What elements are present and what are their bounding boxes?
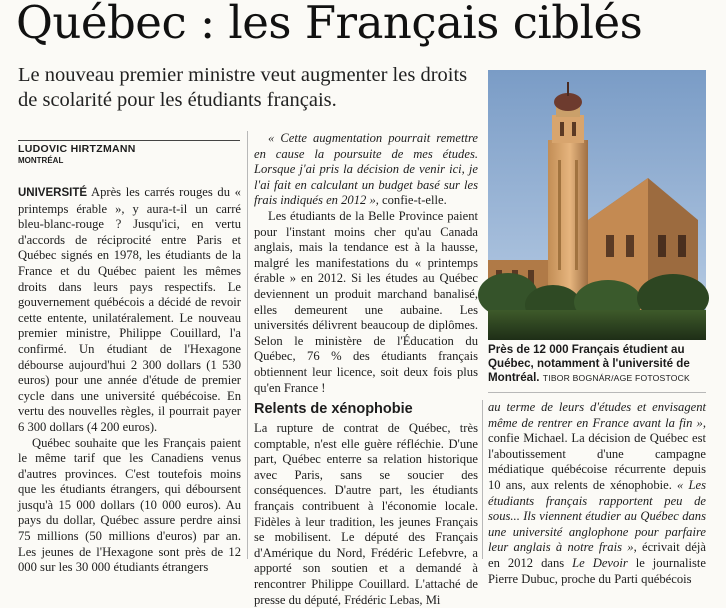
quote: « Les étudiants français rapportent peu de sous... Ils viennent étudier au Québec dans une université anglophone pour parfaire leur anglais à notre frais » — [488, 477, 706, 555]
column-rule — [247, 131, 248, 559]
quote-attribution: , confie-t-elle. — [375, 193, 447, 208]
photo-caption — [488, 343, 706, 385]
article-column-3 — [488, 400, 706, 586]
paragraph-text: , écrivait déjà en 2012 dans — [488, 540, 706, 570]
paragraph-text: , confie Michael. La décision de Québec est l'aboutissement d'une campagne médiatique québécoise récurrente depuis 10 ans, aux relents de xénophobie. — [488, 415, 706, 492]
montreal-university-tower-image — [488, 70, 706, 340]
caption-rule — [488, 392, 706, 393]
quote: au terme de leurs d'études et envisagent même de rentrer en France avant la fin » — [488, 400, 706, 430]
caption-text: Près de 12 000 Français étudient au Québec, notamment à l'université de Montréal. — [488, 343, 690, 384]
paragraph-text: le journaliste Pierre Dubuc, proche du Parti québécois — [488, 555, 706, 586]
dateline-place: MONTRÉAL — [18, 156, 64, 165]
byline — [18, 140, 240, 165]
paragraph: Les étudiants de la Belle Province paient pour l'instant moins cher qu'au Canada anglais, mais la tendance est à la hausse, malgré les manifestations du « printemps érable » en 2012. Si les études au Québec deviennent un produit marchand banalisé, elles demeurent une aubaine. Les universités délivrent beaucoup de diplômes. Selon le ministère de l'Éducation du Québec, 76 % des étudiants français obtiennent leur licence, soit deux fois plus qu'en France ! — [254, 208, 478, 395]
author-name: LUDOVIC HIRTZMANN — [18, 143, 136, 155]
subheading: Relents de xénophobie — [254, 401, 413, 418]
photo-credit: TIBOR BOGNÁR/AGE FOTOSTOCK — [542, 373, 690, 383]
quote: « Cette augmentation pourrait remettre en cause la poursuite de mes études. Lorsque j'ai pris la décision de venir ici, je l'ai fait en calculant un budget basé sur les frais indiqués en 2012 » — [254, 131, 478, 208]
article-column-2 — [254, 131, 478, 607]
newspaper-name: Le Devoir — [572, 555, 628, 570]
paragraph: Québec souhaite que les Français paient le même tarif que les Canadiens venus d'autres provinces. C'est toutefois moins que les étudiants étrangers, qui déboursent jusqu'à 15 000 dollars (10 000 euros). Au pays du dollar, Québec assure perdre ainsi 75 millions (50 millions d'euros) par an. Les jeunes de l'Hexagone sont près de 12 000 sur les 30 000 étudiants étrangers — [18, 435, 241, 575]
kicker: UNIVERSITÉ — [18, 187, 88, 199]
paragraph — [254, 131, 478, 209]
paragraph: La rupture de contrat de Québec, très comptable, n'est elle guère réfléchie. D'une part, Québec enterre sa relation historique avec Paris, sans se soucier des conséquences. D'autre part, les étudiants français contribuent à l'économie locale. Fidèles à leur tradition, les jeunes Français se mobilisent. Le député des Français d'Amérique du Nord, Frédéric Lefebvre, a apporté son soutien et a demandé à rencontrer Philippe Couillard. L'attaché de presse du député, Frédéric Lebas, Mi — [254, 421, 478, 607]
column-rule — [482, 400, 483, 559]
deck: Le nouveau premier ministre veut augmenter les droits de scolarité pour les étudiants français. — [18, 64, 468, 111]
paragraph-text: Après les carrés rouges du « printemps érable », y aura-t-il un carré bleu-blanc-rouge ? Jusqu'ici, en vertu d'accords de réciprocité entre Paris et Québec signés en 1978, les étudiants de la France et du Québec paient les mêmes droits dans leurs pays respectifs. Le gouvernement québécois a décidé de revoir cette entente, unilatéralement. Le nouveau premier ministre, Philippe Couillard, l'a confirmé. Un étudiant de l'Hexagone débourse aujourd'hui 2 300 dollars (1 530 euros) pour une année d'étude de premier cycle dans une université québécoise. En vertu des nouvelles règles, il pourrait payer 6 300 dollars (4 200 euros). — [18, 185, 241, 434]
article-column-1 — [18, 185, 241, 575]
paragraph — [18, 185, 241, 436]
university-photo — [488, 70, 706, 340]
headline: Québec : les Français ciblés — [16, 0, 643, 49]
paragraph — [488, 400, 706, 587]
